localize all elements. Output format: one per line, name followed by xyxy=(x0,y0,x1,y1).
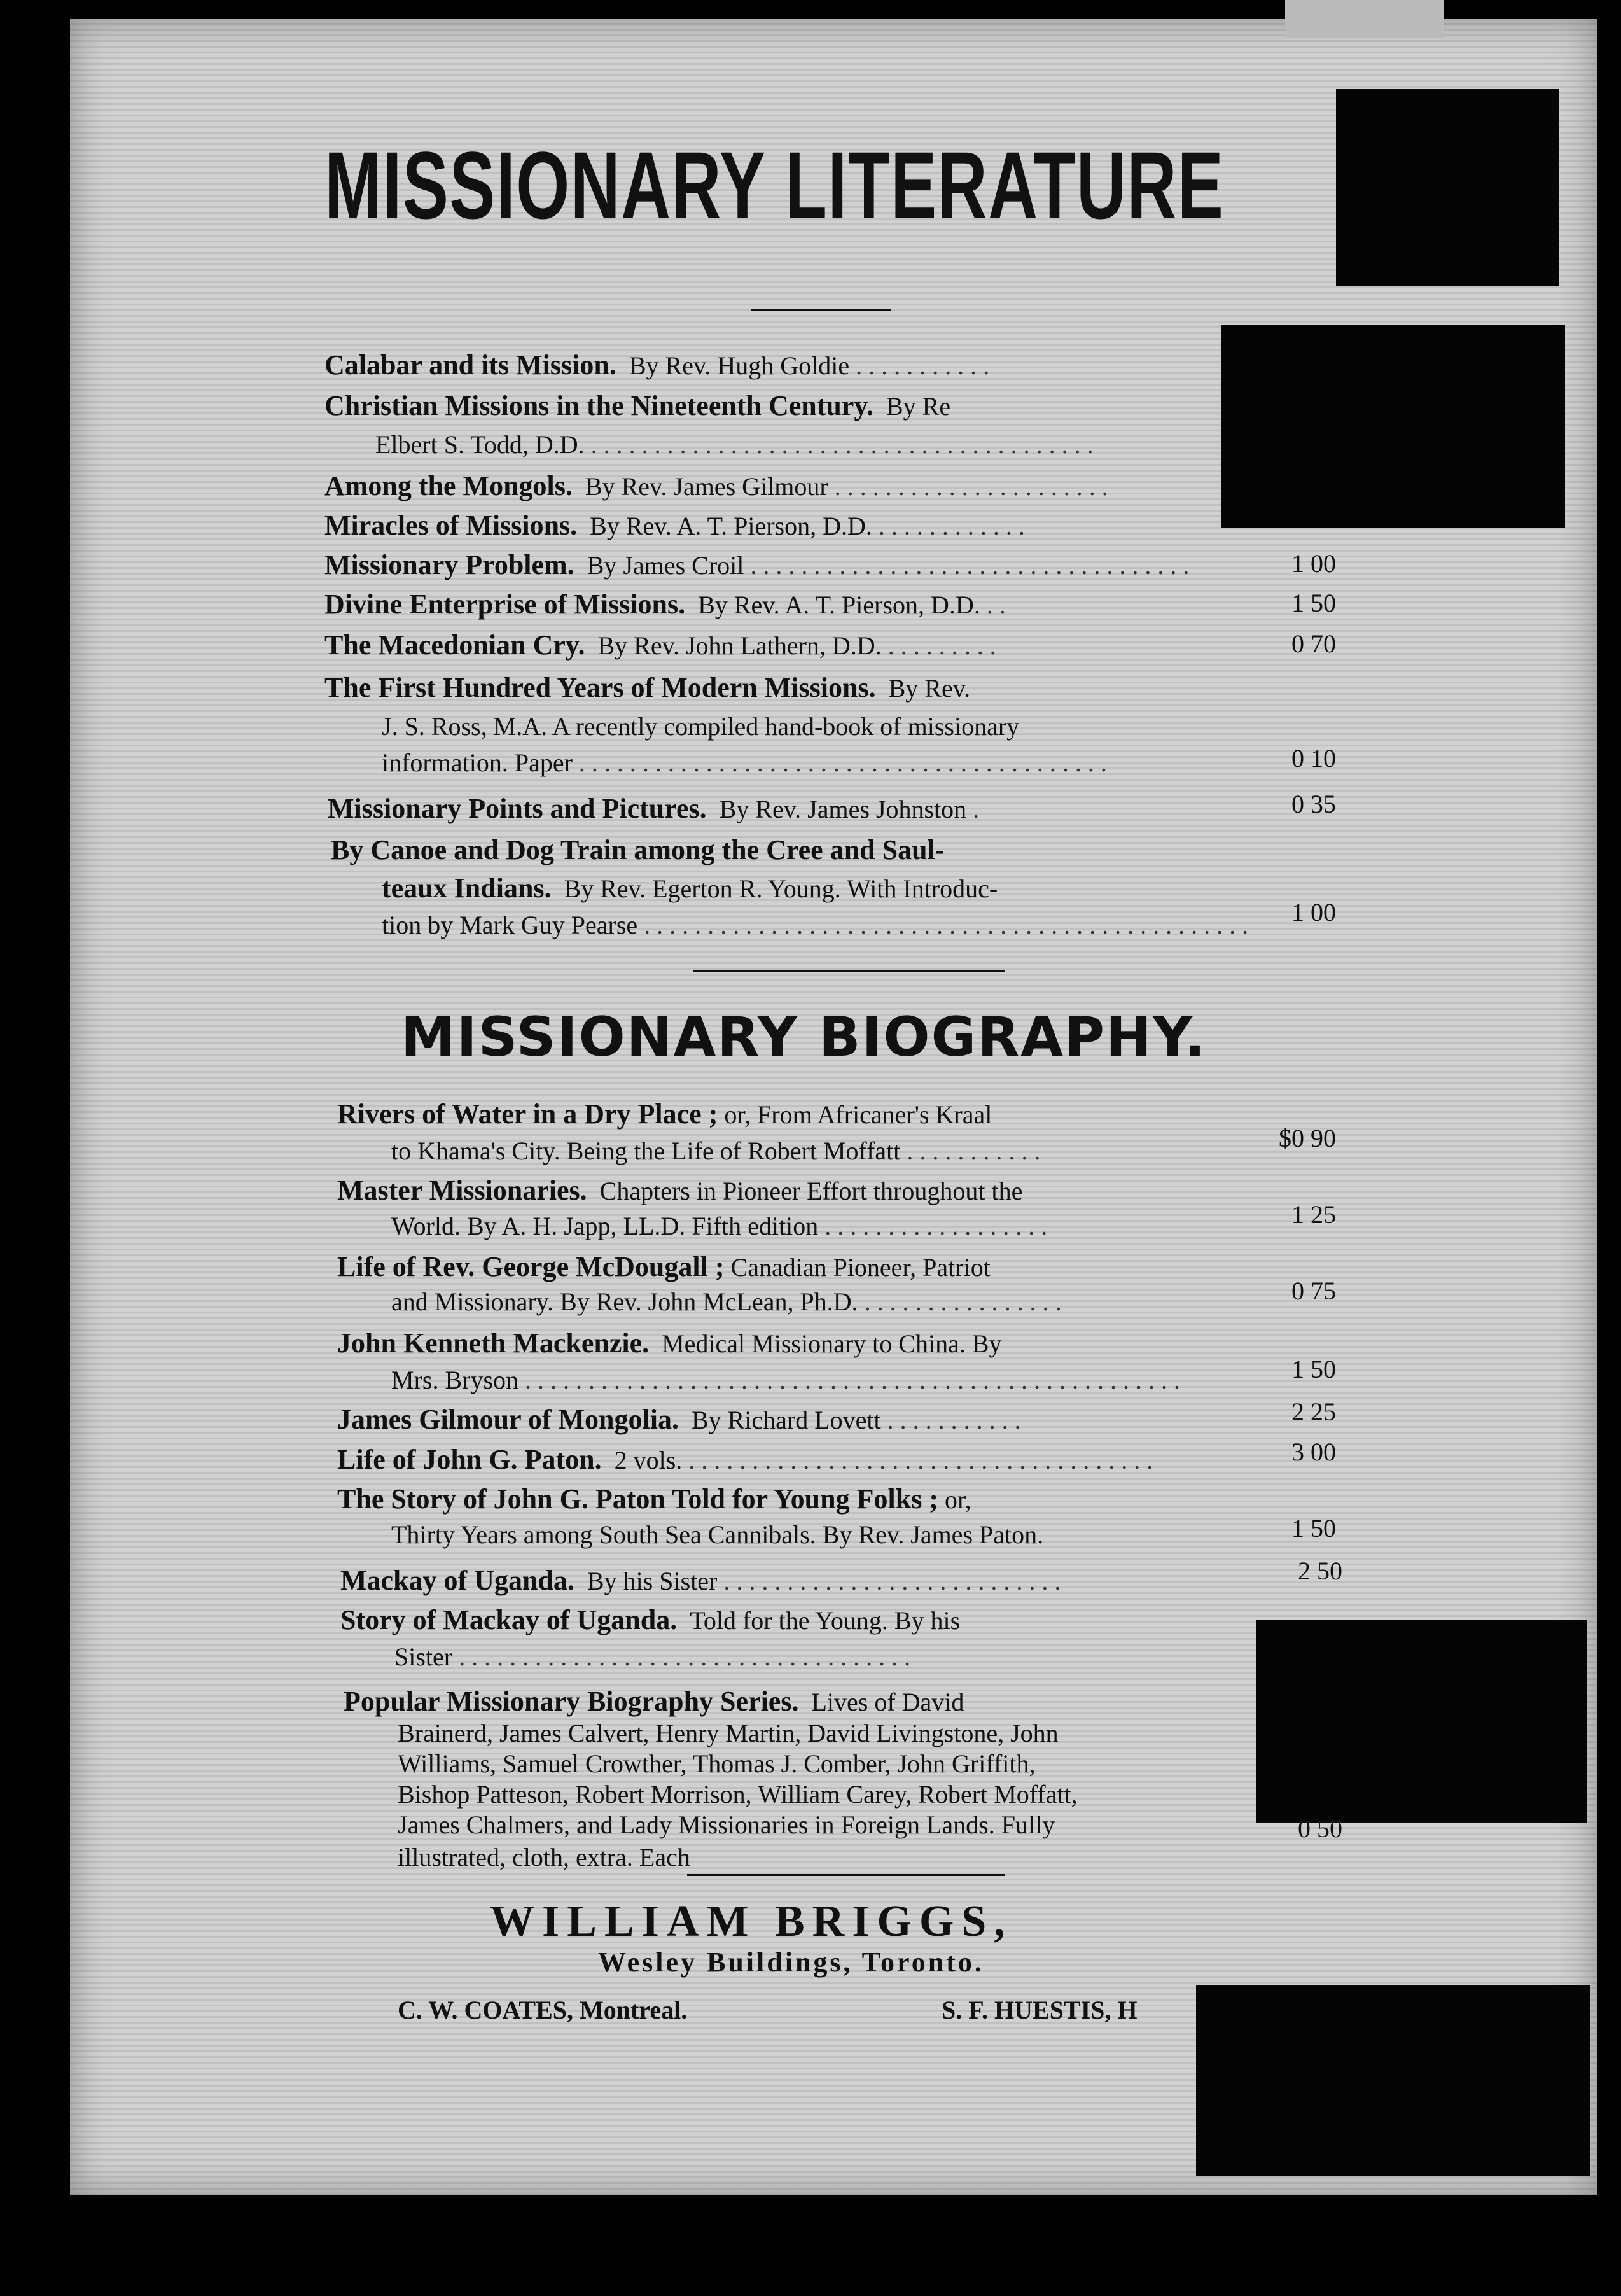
entry-byline: or, From Africaner's Kraal xyxy=(724,1100,992,1129)
entry-continuation: Thirty Years among South Sea Cannibals. By Rev. James Paton. xyxy=(391,1520,1044,1549)
list-item xyxy=(337,1098,992,1130)
entry-price: 1 50 xyxy=(1291,1355,1336,1383)
entry-byline: By Rev. Hugh Goldie xyxy=(629,351,850,380)
entry-continuation: information. Paper . . . . . . . . . . . . . . . . . . . . . . . . . . . . . . . . . . . . . . . . . . xyxy=(382,748,1107,777)
entry-byline: or, xyxy=(944,1485,971,1514)
entry-continuation: Bishop Patteson, Robert Morrison, William Carey, Robert Moffatt, xyxy=(398,1780,1078,1809)
entry-continuation: James Chalmers, and Lady Missionaries in Foreign Lands. Fully xyxy=(398,1810,1055,1839)
list-item xyxy=(337,1174,1022,1207)
list-item: Divine Enterprise of Missions. By Rev. A. T. Pierson, D.D. . . xyxy=(324,589,1006,620)
torn-corner xyxy=(1285,0,1444,38)
ink-blot-bottom-right xyxy=(1196,1985,1590,2176)
entry-continuation: World. By A. H. Japp, LL.D. Fifth edition . . . . . . . . . . . . . . . . . . xyxy=(391,1212,1048,1240)
entry-byline: By Rev. John Lathern, D.D. xyxy=(597,631,882,660)
entry-price: 2 25 xyxy=(1291,1397,1336,1426)
entry-price: $0 90 xyxy=(1279,1124,1336,1152)
list-item xyxy=(324,389,950,422)
entry-byline: By Rev. xyxy=(888,674,971,703)
list-item xyxy=(337,1483,971,1515)
entry-byline: 2 vols. xyxy=(614,1446,683,1474)
entry-price: 1 50 xyxy=(1291,1514,1336,1543)
entry-title: Popular Missionary Biography Series. xyxy=(344,1686,799,1717)
entry-byline: By James Croil xyxy=(587,551,744,580)
entry-title: James Gilmour of Mongolia. xyxy=(337,1404,679,1435)
entry-price: 2 50 xyxy=(1298,1557,1342,1585)
list-item: Life of John G. Paton. 2 vols. . . . . . . . . . . . . . . . . . . . . . . . . . . . . . . . . . . . . . xyxy=(337,1444,1153,1475)
list-item: Calabar and its Mission. By Rev. Hugh Goldie . . . . . . . . . . . xyxy=(324,349,990,381)
list-item: Missionary Problem. By James Croil . . . . . . . . . . . . . . . . . . . . . . . . . . . . . . . . . . . xyxy=(324,549,1190,580)
list-item: Miracles of Missions. By Rev. A. T. Pierson, D.D. . . . . . . . . . . . . xyxy=(324,510,1025,541)
entry-byline: By Rev. James Johnston xyxy=(719,795,967,823)
list-item xyxy=(324,671,970,704)
entry-byline: Canadian Pioneer, Patriot xyxy=(730,1253,991,1282)
entry-title: Life of John G. Paton. xyxy=(337,1444,602,1475)
entry-byline: By his Sister xyxy=(587,1567,718,1595)
entry-title: Among the Mongols. xyxy=(324,470,573,501)
entry-byline: By Richard Lovett xyxy=(691,1406,881,1434)
entry-title: Missionary Points and Pictures. xyxy=(328,793,707,824)
entry-byline: By Rev. James Gilmour xyxy=(585,472,828,501)
list-item xyxy=(331,834,944,866)
entry-price: 0 75 xyxy=(1291,1277,1336,1305)
entry-byline: By Re xyxy=(886,392,951,421)
heading-divider xyxy=(751,309,891,311)
biography-heading: MISSIONARY BIOGRAPHY. xyxy=(401,1005,1207,1069)
entry-byline: Medical Missionary to China. By xyxy=(662,1329,1002,1358)
entry-byline: Chapters in Pioneer Effort throughout the xyxy=(599,1177,1023,1205)
entry-continuation: Elbert S. Todd, D.D. . . . . . . . . . . . . . . . . . . . . . . . . . . . . . . . . . . . . . . . . xyxy=(375,430,1094,459)
entry-title: Missionary Problem. xyxy=(324,549,574,580)
list-item xyxy=(337,1327,1002,1359)
entry-price: 1 00 xyxy=(1291,898,1336,927)
entry-title: Rivers of Water in a Dry Place ; xyxy=(337,1098,718,1130)
literature-heading: MISSIONARY LITERATURE xyxy=(324,132,1225,239)
entry-price: 1 25 xyxy=(1291,1200,1336,1229)
list-item: James Gilmour of Mongolia. By Richard Lovett . . . . . . . . . . . xyxy=(337,1404,1021,1435)
entry-byline: Lives of David xyxy=(811,1688,964,1716)
list-item xyxy=(344,1685,964,1718)
list-item: Missionary Points and Pictures. By Rev. James Johnston . xyxy=(328,793,980,824)
entry-price: 0 35 xyxy=(1291,790,1336,818)
entry-continuation: illustrated, cloth, extra. Each xyxy=(398,1843,690,1872)
publisher-address: Wesley Buildings, Toronto. xyxy=(598,1947,984,1978)
list-item: The Macedonian Cry. By Rev. John Lathern, D.D. . . . . . . . . . xyxy=(324,629,996,661)
entry-title: John Kenneth Mackenzie. xyxy=(337,1327,650,1359)
entry-title: Miracles of Missions. xyxy=(324,510,578,541)
entry-title: Story of Mackay of Uganda. xyxy=(340,1604,678,1635)
footer-divider xyxy=(687,1874,1005,1876)
entry-title: Life of Rev. George McDougall ; xyxy=(337,1251,725,1282)
ink-blot-top-right xyxy=(1336,89,1559,286)
entry-continuation: Williams, Samuel Crowther, Thomas J. Comber, John Griffith, xyxy=(398,1749,1036,1778)
section-divider xyxy=(693,970,1005,972)
entry-title: Master Missionaries. xyxy=(337,1175,587,1206)
entry-continuation: J. S. Ross, M.A. A recently compiled hand-book of missionary xyxy=(382,712,1020,741)
entry-price: 0 10 xyxy=(1291,744,1336,773)
agent-halifax: S. F. HUESTIS, H xyxy=(942,1996,1137,2024)
entry-title: By Canoe and Dog Train among the Cree and Saul- xyxy=(331,834,945,865)
entry-byline: By Rev. A. T. Pierson, D.D. xyxy=(590,512,872,540)
list-item: Mackay of Uganda. By his Sister . . . . . . . . . . . . . . . . . . . . . . . . . . . xyxy=(340,1565,1061,1596)
entry-title: The Macedonian Cry. xyxy=(324,629,585,661)
entry-price: 1 00 xyxy=(1291,549,1336,578)
entry-byline: By Rev. A. T. Pierson, D.D. xyxy=(698,591,980,619)
entry-byline: Told for the Young. By his xyxy=(690,1606,961,1635)
entry-continuation: Mrs. Bryson . . . . . . . . . . . . . . . . . . . . . . . . . . . . . . . . . . . . . . . . . . . . . . . . . . . . xyxy=(391,1366,1181,1394)
entry-title: Divine Enterprise of Missions. xyxy=(324,589,686,620)
entry-continuation: and Missionary. By Rev. John McLean, Ph.D. . . . . . . . . . . . . . . . . xyxy=(391,1287,1062,1316)
entry-continuation: to Khama's City. Being the Life of Robert Moffatt . . . . . . . . . . . xyxy=(391,1137,1041,1165)
entry-continuation: teaux Indians. By Rev. Egerton R. Young. With Introduc- xyxy=(382,872,998,904)
entry-title: Mackay of Uganda. xyxy=(340,1565,574,1596)
entry-title: Calabar and its Mission. xyxy=(324,349,616,381)
ink-blot-upper-right xyxy=(1221,325,1565,528)
list-item xyxy=(337,1250,991,1283)
entry-price: 0 70 xyxy=(1291,629,1336,658)
entry-price: 1 50 xyxy=(1291,589,1336,617)
entry-price: 3 00 xyxy=(1291,1438,1336,1466)
entry-continuation: Brainerd, James Calvert, Henry Martin, David Livingstone, John xyxy=(398,1719,1059,1747)
agent-montreal: C. W. COATES, Montreal. xyxy=(398,1996,688,2024)
entry-title: The Story of John G. Paton Told for Young Folks ; xyxy=(337,1483,938,1515)
entry-price: 0 50 xyxy=(1298,1814,1342,1843)
entry-title: The First Hundred Years of Modern Missions. xyxy=(324,672,876,703)
list-item: Among the Mongols. By Rev. James Gilmour . . . . . . . . . . . . . . . . . . . . . . xyxy=(324,470,1108,501)
entry-continuation: tion by Mark Guy Pearse . . . . . . . . . . . . . . . . . . . . . . . . . . . . . . . . . . . . . . . . . . . . . . . . xyxy=(382,911,1249,939)
publisher-name: WILLIAM BRIGGS, xyxy=(490,1897,1013,1946)
entry-title: Christian Missions in the Nineteenth Century. xyxy=(324,390,873,421)
list-item xyxy=(340,1604,960,1636)
entry-continuation: Sister . . . . . . . . . . . . . . . . . . . . . . . . . . . . . . . . . . . . xyxy=(394,1642,911,1671)
ink-blot-lower-right xyxy=(1256,1620,1587,1823)
